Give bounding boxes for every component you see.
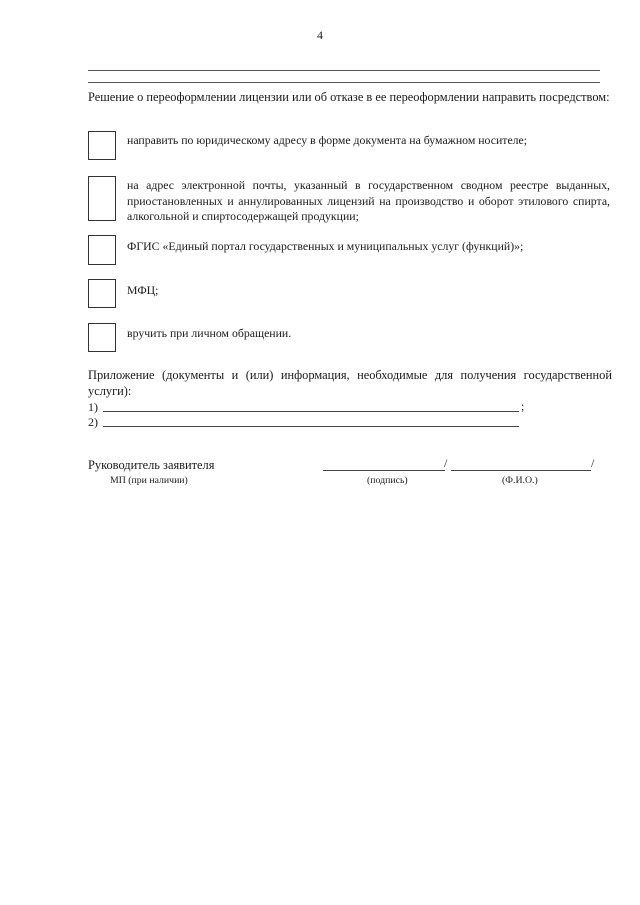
signature-caption: (подпись) <box>367 475 408 486</box>
head-of-applicant-label: Руководитель заявителя <box>88 458 215 472</box>
full-name-separator: / <box>591 456 595 470</box>
checkbox-mfc[interactable] <box>88 279 116 308</box>
attachment-item-1-label: 1) <box>88 400 98 414</box>
attachment-item-2-field[interactable] <box>103 426 519 427</box>
checkbox-email[interactable] <box>88 176 116 221</box>
checkbox-epgu[interactable] <box>88 235 116 265</box>
page-number: 4 <box>317 28 323 42</box>
option-legal-address: направить по юридическому адресу в форме документа на бумажном носителе; <box>127 133 528 147</box>
attachment-item-2-label: 2) <box>88 415 98 429</box>
stamp-label: МП (при наличии) <box>110 475 188 486</box>
header-rule <box>88 70 600 71</box>
option-epgu: ФГИС «Единый портал государственных и муниципальных услуг (функций)»; <box>127 239 524 253</box>
option-mfc: МФЦ; <box>127 283 159 297</box>
full-name-field[interactable] <box>451 470 591 471</box>
signature-field[interactable] <box>323 470 445 471</box>
option-email: на адрес электронной почты, указанный в государственном сводном реестре выданных, приостановленных и аннулированных лицензий на производство и оборот этилового спирта, алкогольной и спиртосодержащей продукции; <box>127 178 610 223</box>
attachment-item-1-field[interactable] <box>103 411 519 412</box>
header-rule <box>88 82 600 83</box>
checkbox-in-person[interactable] <box>88 323 116 352</box>
attachment-item-1-end: ; <box>521 399 525 413</box>
delivery-instruction: Решение о переоформлении лицензии или об отказе в ее переоформлении направить посредством: <box>88 90 610 104</box>
full-name-caption: (Ф.И.О.) <box>502 475 538 486</box>
checkbox-legal-address[interactable] <box>88 131 116 160</box>
attachments-heading: Приложение (документы и (или) информация, необходимые для получения государственной услуги): <box>88 368 612 398</box>
option-in-person: вручить при личном обращении. <box>127 326 292 340</box>
signature-separator: / <box>444 456 448 470</box>
